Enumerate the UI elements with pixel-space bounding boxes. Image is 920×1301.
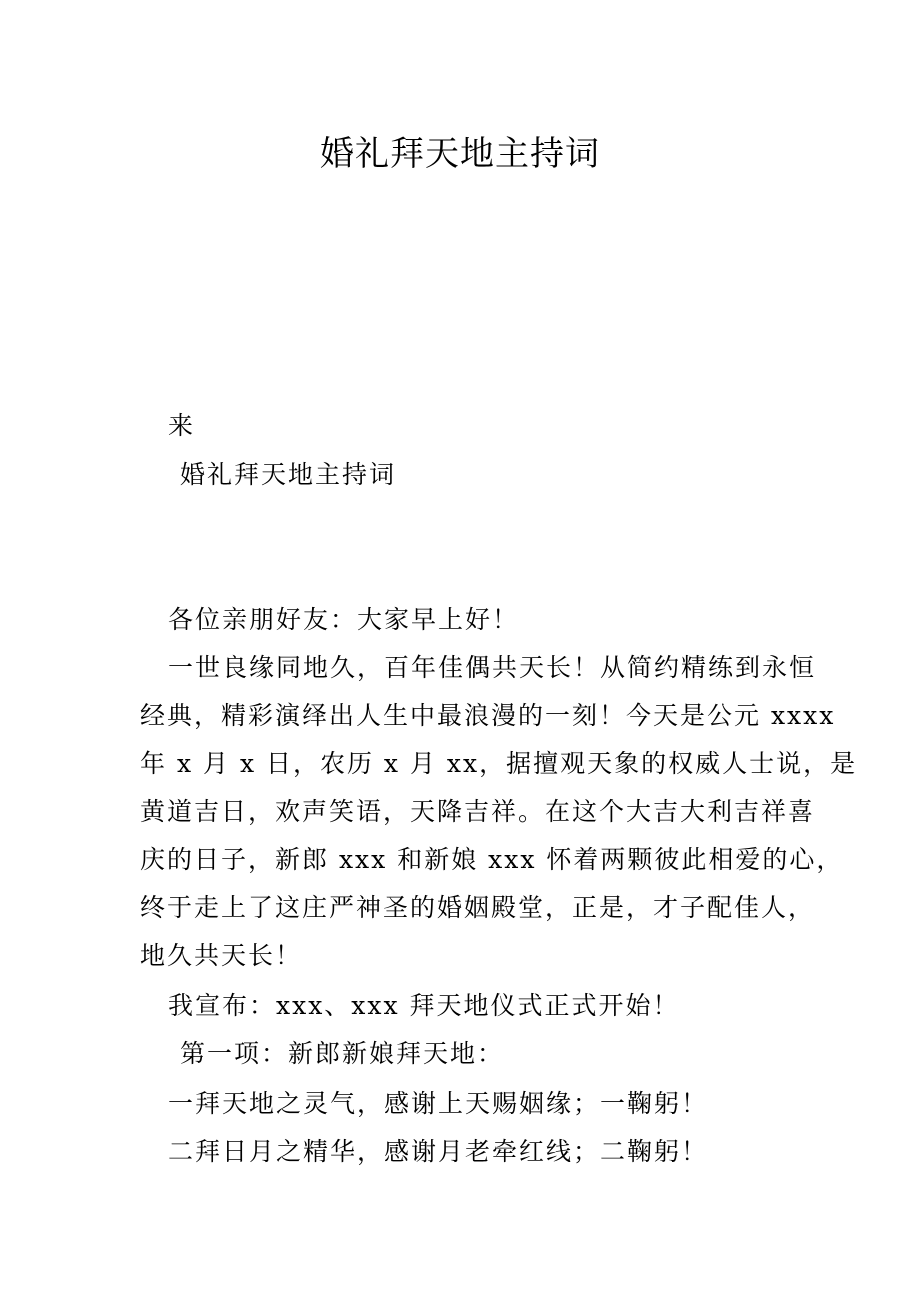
text-line-paragraph: 一世良缘同地久，百年佳偶共天长！从简约精练到永恒: [168, 653, 817, 682]
text-line-bow-2: 二拜日月之精华，感谢月老牵红线；二鞠躬！: [168, 1137, 709, 1166]
text-line-paragraph: 终于走上了这庄严神圣的婚姻殿堂，正是，才子配佳人，: [140, 893, 816, 922]
text-line-paragraph: 黄道吉日，欢声笑语，天降吉祥。在这个大吉大利吉祥喜: [140, 797, 816, 826]
text-line-greeting: 各位亲朋好友：大家早上好！: [168, 605, 520, 634]
text-line-paragraph: 庆的日子，新郎 xxx 和新娘 xxx 怀着两颗彼此相爱的心，: [140, 845, 844, 874]
text-line-paragraph: 经典，精彩演绎出人生中最浪漫的一刻！今天是公元 xxxx: [140, 701, 836, 730]
text-line-paragraph: 年 x 月 x 日，农历 x 月 xx，据擅观天象的权威人士说，是: [140, 749, 858, 778]
text-line-fragment: 来: [168, 411, 196, 440]
text-line-paragraph: 地久共天长！: [140, 941, 303, 970]
text-line-announcement: 我宣布：xxx、xxx 拜天地仪式正式开始！: [168, 991, 680, 1020]
text-line-subtitle: 婚礼拜天地主持词: [180, 460, 397, 489]
text-line-section-heading: 第一项：新郎新娘拜天地：: [180, 1039, 505, 1068]
document-title: 婚礼拜天地主持词: [320, 134, 600, 174]
text-line-bow-1: 一拜天地之灵气，感谢上天赐姻缘；一鞠躬！: [168, 1089, 709, 1118]
